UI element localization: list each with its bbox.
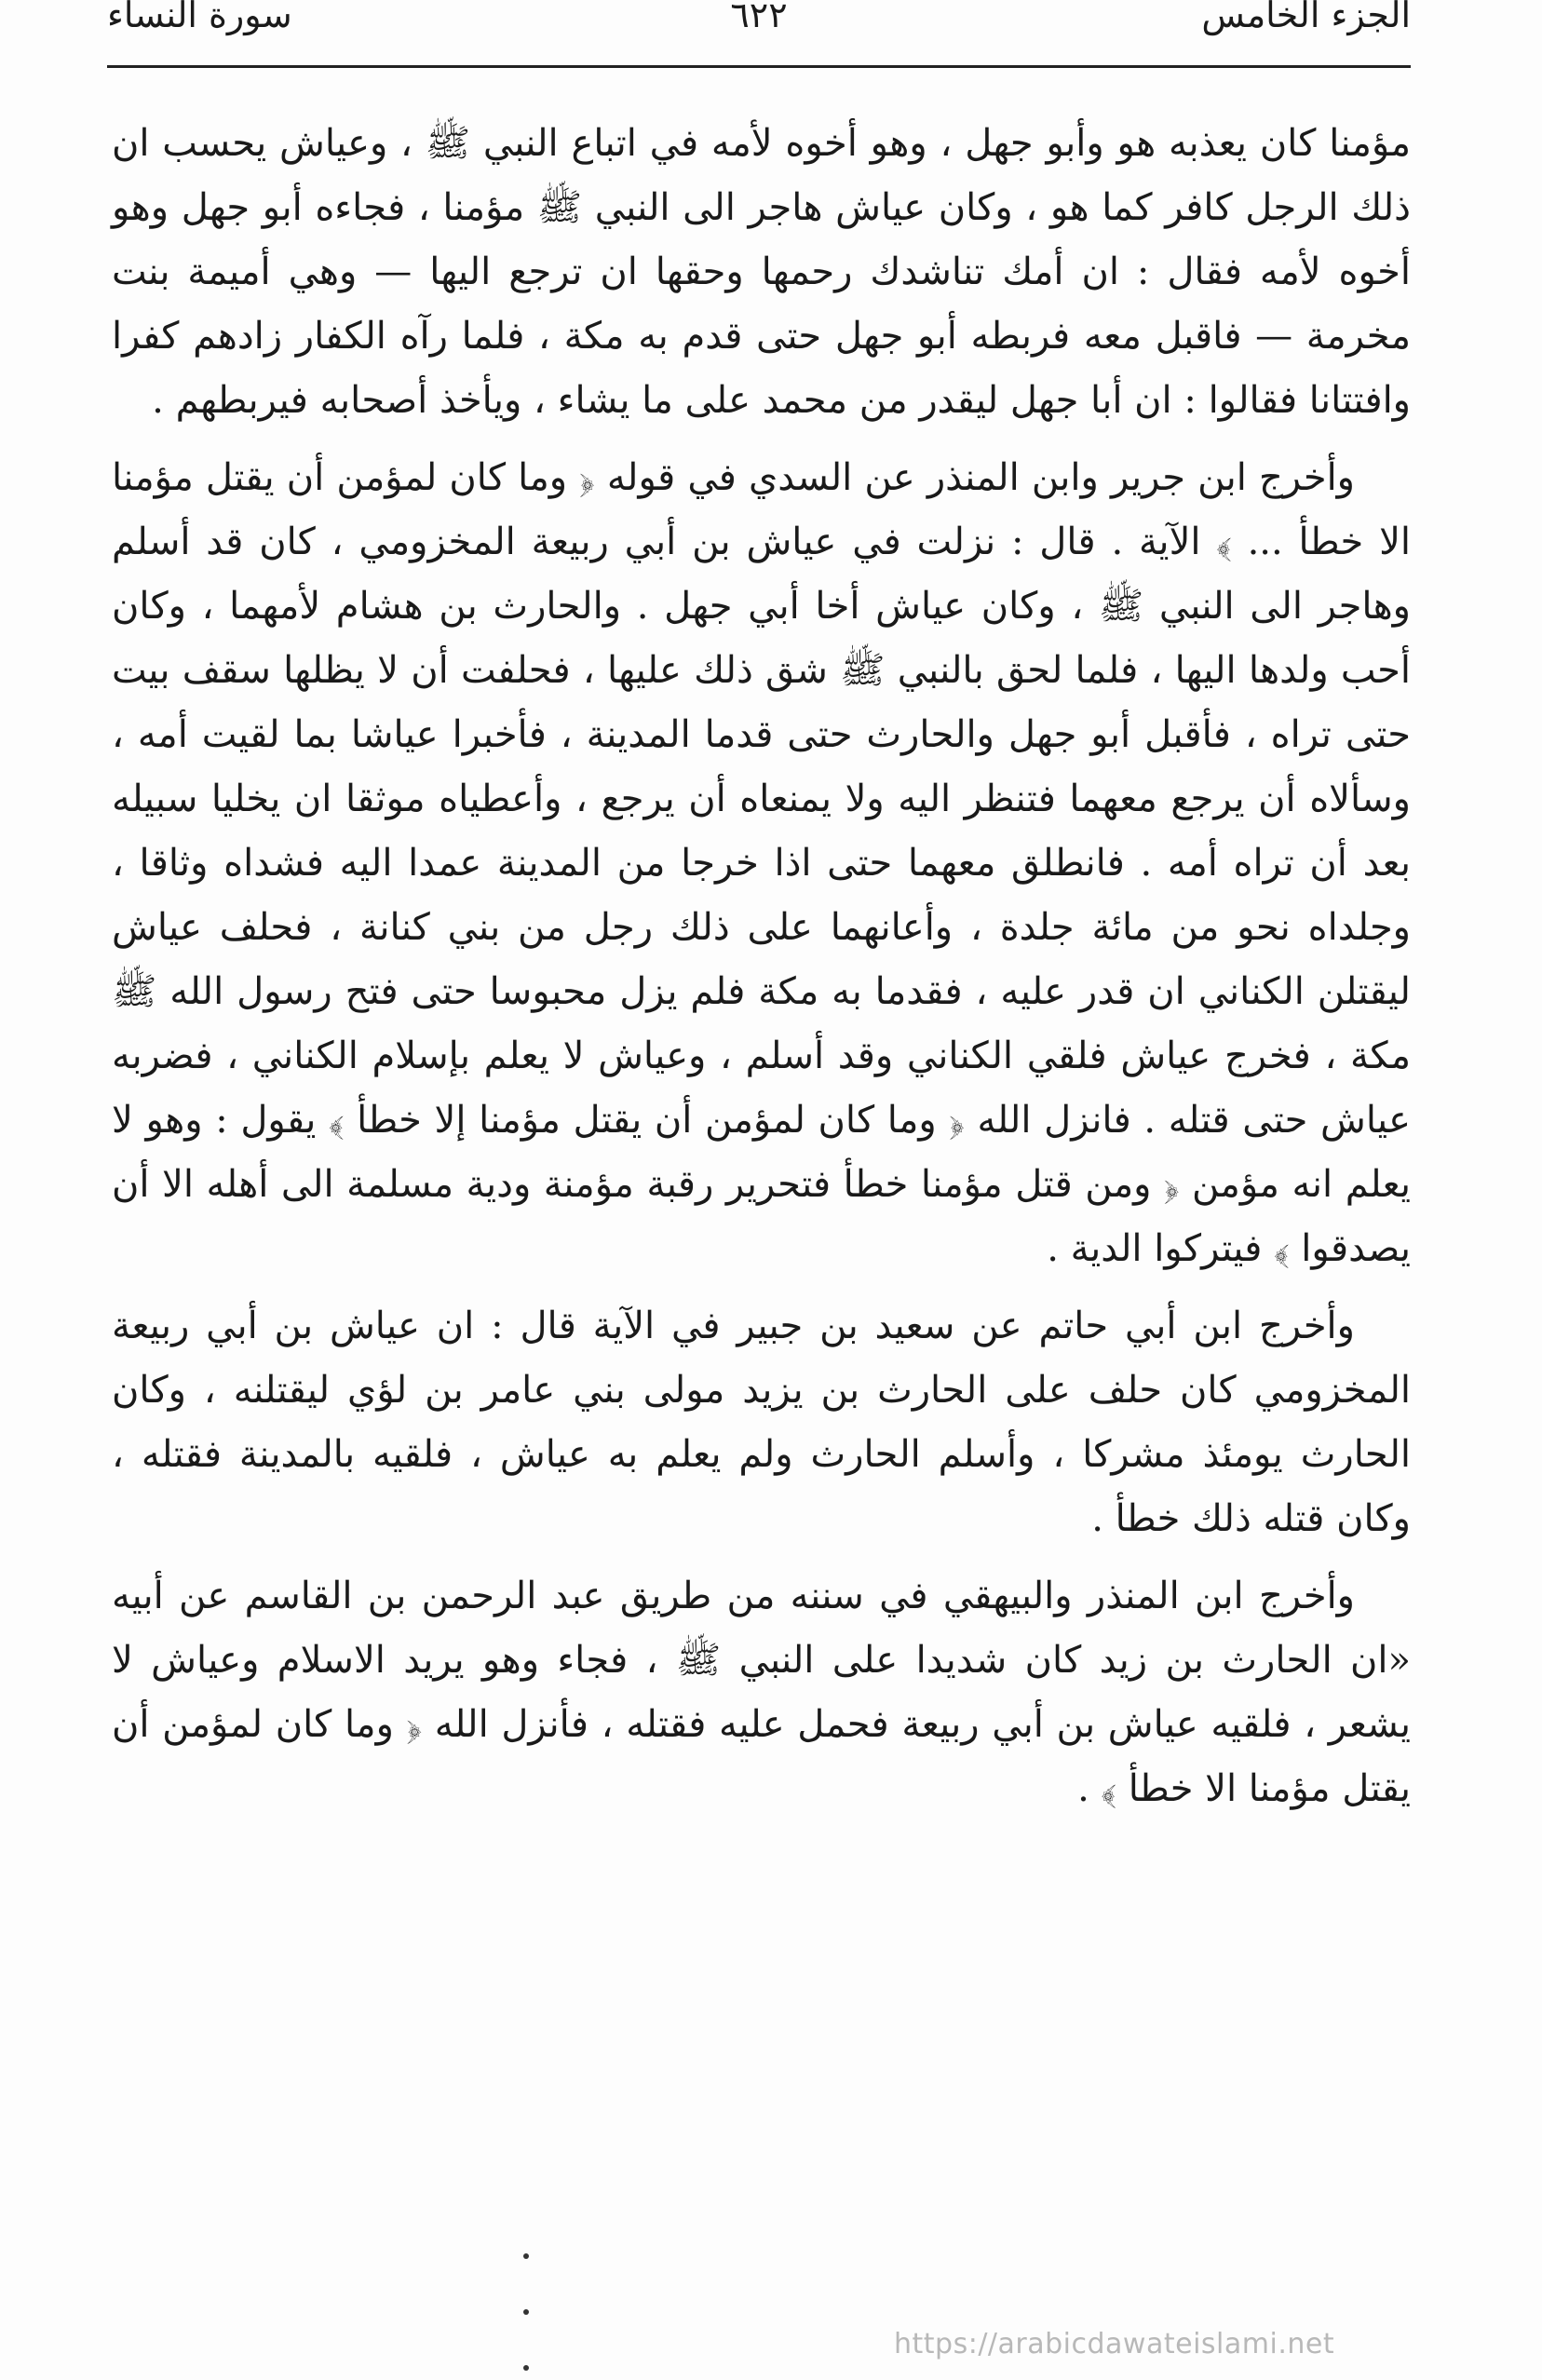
watermark-url: https://arabicdawateislami.net (894, 2328, 1335, 2360)
surah-label: سورة النساء (107, 0, 292, 35)
page-header (107, 0, 1411, 58)
paragraph: وأخرج ابن أبي حاتم عن سعيد بن جبير في الآية قال : ان عياش بن أبي ربيعة المخزومي كان حلف على الحارث بن يزيد مولى بني عامر بن لؤي ليقتلنه ، وكان الحارث يومئذ مشركا ، وأسلم الحارث ولم يعلم به عياش ، فلقيه بالمدينة فقتله ، وكان قتله ذلك خطأ . (112, 1305, 1411, 1540)
paragraph: وأخرج ابن المنذر والبيهقي في سننه من طريق عبد الرحمن بن القاسم عن أبيه «ان الحارث بن زيد كان شديدا على النبي ﷺ ، فجاء وهو يريد الاسلام وعياش لا يشعر ، فلقيه عياش بن أبي ربيعة فحمل عليه فقتله ، فأنزل الله ﴿ وما كان لمؤمن أن يقتل مؤمنا الا خطأ ﴾ . (112, 1575, 1411, 1810)
juz-label: الجزء الخامس (1201, 0, 1411, 35)
page-number: ٦٢٢ (730, 0, 788, 35)
header-rule (107, 65, 1411, 68)
body-text (112, 112, 1411, 1834)
paragraph: مؤمنا كان يعذبه هو وأبو جهل ، وهو أخوه لأمه في اتباع النبي ﷺ ، وعياش يحسب ان ذلك الرجل كافر كما هو ، وكان عياش هاجر الى النبي ﷺ مؤمنا ، فجاءه أبو جهل وهو أخوه لأمه فقال : ان أمك تناشدك رحمها وحقها ان ترجع اليها — وهي أميمة بنت مخرمة — فاقبل معه فربطه أبو جهل حتى قدم به مكة ، فلما رآه الكفار زادهم كفرا وافتتانا فقالوا : ان أبا جهل ليقدر من محمد على ما يشاء ، ويأخذ أصحابه فيربطهم . (112, 122, 1411, 422)
footer-ornament (521, 2253, 540, 2374)
paragraph: وأخرج ابن جرير وابن المنذر عن السدي في قوله ﴿ وما كان لمؤمن أن يقتل مؤمنا الا خطأ ... ﴾ الآية . قال : نزلت في عياش بن أبي ربيعة المخزومي ، كان قد أسلم وهاجر الى النبي ﷺ ، وكان عياش أخا أبي جهل . والحارث بن هشام لأمهما ، وكان أحب ولدها اليها ، فلما لحق بالنبي ﷺ شق ذلك عليها ، فحلفت أن لا يظلها سقف بيت حتى تراه ، فأقبل أبو جهل والحارث حتى قدما المدينة ، فأخبرا عياشا بما لقيت أمه ، وسألاه أن يرجع معهما فتنظر اليه ولا يمنعاه أن يرجع ، وأعطياه موثقا ان يخليا سبيله بعد أن تراه أمه . فانطلق معهما حتى اذا خرجا من المدينة عمدا اليه فشداه وثاقا ، وجلداه نحو من مائة جلدة ، وأعانهما على ذلك رجل من بني كنانة ، فحلف عياش ليقتلن الكناني ان قدر عليه ، فقدما به مكة فلم يزل محبوسا حتى فتح رسول الله ﷺ مكة ، فخرج عياش فلقي الكناني وقد أسلم ، وعياش لا يعلم بإسلام الكناني ، فضربه عياش حتى قتله . فانزل الله ﴿ وما كان لمؤمن أن يقتل مؤمنا إلا خطأ ﴾ يقول : وهو لا يعلم انه مؤمن ﴿ ومن قتل مؤمنا خطأ فتحرير رقبة مؤمنة ودية مسلمة الى أهله الا أن يصدقوا ﴾ فيتركوا الدية . (112, 456, 1411, 1270)
